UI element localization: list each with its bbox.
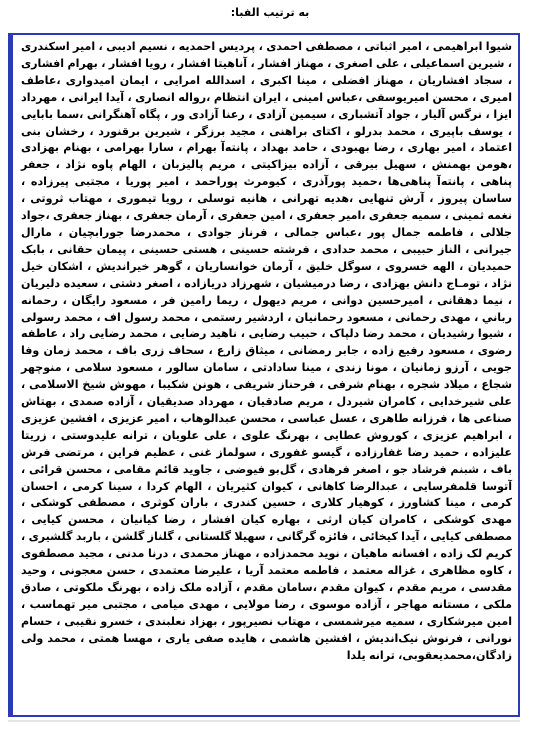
names-list-text: شیوا ابراهیمی ، امیر اثباتی ، مصطفی احمدی ، پردیس احمدیه ، نسیم ادیبی ، امیر اسکندری ، شیرین اسماعیلی ، علی اصغری ، مهناز افشار ، آناهیتا افشار ، رویا افشار ، بهرام افشاری ، سجاد افشاریان ، مهناز افضلی ، مینا اکبری ، اسدالله امرایی ، ایمان امیدواری ،عاطف امیری ، محسن امیریوسفی ،عباس امینی ، ایران انتظام ،رواله انصاری ، آیدا ایرانی ، مهرداد ایزا ، نرگس آلیار ، جواد آتشباری ، سیمین آزادی ، رعنا آزادی ور ، پگاه آهنگرانی ،سما بابایی ، یوسف باپیری ، محمد بدرلو ، اکتای براهنی ، مجید برزگر ، شیرین برقنورد ، رخشان بنی اعتماد ، امیر بهاری ، رضا بهبودی ، حامد بهداد ، پانته‌آ بهرام ، سارا بهرامی ، بهنام بهزادی ،هومن بهمنش ، سهیل بیرقی ، آزاده بیزاکیتی ، مریم پالیزبان ، الهام پاوه نژاد ، جعفر پناهی ، پانته‌آ پناهی‌ها ،حمید پورآذری ، کیومرث پوراحمد ، امیر پوریا ، مجتبی پیرزاده ، ساسان پیروز ، آرش تنهایی ،هدیه تهرانی ، هانیه توسلی ، رویا تیموری ، مهتاب ثروتی ، نغمه ثمینی ، سمیه جعفری ،امیر جعفری ، امین جعفری ، آرمان جعفری ، بهناز جعفری ،جواد جلالی ، فاطمه جمال پور ،عباس جمالی ، فرناز جوادی ، محمدرضا جورابچیان ، مارال جیرانی ، الناز حبیبی ، محمد حدادی ، فرشته حسینی ، هستی حسینی ، پیمان حقانی ، بابک حمیدیان ، الهه خسروی ، سوگل خلیق ، آرمان خوانساریان ، گوهر خیراندیش ، اشکان خیل نژاد ، تومـاج دانش بهزادی ، رضا درمیشیان ، شهرزاد دریازاده ، اصغر دشتی ، سعیده دلیریان ، نیما دهقانی ، امیرحسین دوانی ، مریم دیهول ، ریما رامین فر ، مسعود رایگان ، رحمانه رباني ، مهدی رحمانی ، مسعود رحمانیان ، اردشیر رستمی ، محمد رسول اف ، محمد رسولی ، شیوا رشیدیان ، محمد رضا دلپاک ، حبیب رضایی ، ناهید رضایی ، محمد رضایی راد ، عاطفه رضوی ، مسعود رفیع زاده ، جابر رمضانی ، میثاق زارع ، سحاف زری باف ، محمد زمان وفا جویی ، آرزو زمانیان ، مونا زندی ، مینا سادادتی ، سامان سالور ، مسعود سلامی ، منوچهر شجاع ، میلاد شجره ، بهنام شرفی ، فرحناز شریفی ، هونن شکیبا ، مهوش شیخ الاسلامی ، علی شیرخدایی ، کامران شیردل ، مریم صادقیان ، مهرداد صدیقیان ، آزاده صمدی ، بهتاش صناعی ها ، فرزانه طاهری ، عسل عباسی ، محسن عبدالوهاب ، امیر عزیزی ، افشین عزیزی ، ابراهیم عزیزی ، کوروش عطایی ، بهرنگ علوی ، علی علویان ، ترانه علیدوستی ، زریتا علیزاده ، حمید رضا غفارزاده ، گیسو غفوری ، سولماز غنی ، عظیم فراین ، مرتضی فرش باف ، شبنم فرشاد جو ، اصغر فرهادی ، گل‌بو فیوضی ، جاوید قائم مقامی ، محسن قرائی ، آتوسا قلمفرسایی ، عبدالرضا کاهانی ، کیوان کثیریان ، الهام کردا ، سینا کرمی ، احسان کرمی ، مینا کشاورز ، کوهیار کلاری ، حسین کندری ، باران کوثری ، مصطفی کوشکی ، مهدی کوشکی ، کامران کیان ارثی ، بهاره کیان افشار ، رضا کیانیان ، محسن کیایی ، مصطفی کیایی ، آیدا کیخائی ، فائزه گرگانی ، سهیلا گلستانی ، گلناز گلشن ، باربد گلشیری ، کریم لک زاده ، افسانه ماهیان ، نوید محمدزاده ، مهناز محمدی ، درنا مدنی ، مجید مصطفوی ، کاوه مظاهری ، غزاله معتمد ، فاطمه معتمد آریا ، علیرضا معتمدی ، حسن معجونی ، وحید مقدسی ، مریم مقدم ، کیوان مقدم ،سامان مقدم ، آزاده ملک زاده ، بهرنگ ملکوتی ، صادق ملکی ، مستانه مهاجر ، آزاده موسوی ، رضا مولایی ، مهدی میامی ، مجتبی میر تهماسب ، امین میرشکاری ، سمیه میرشمسی ، مهتاب نصیرپور ، بهزاد نعلبندی ، خسرو نقیبی ، حسام نورانی ، فرنوش نیک‌اندیش ، افشین هاشمی ، هایده صفی یاری ، مهسا همتی ، محمد ولی زادگان،محمدیعقوبی، ترانه یلدا bbox=[21, 40, 512, 662]
footer-strip bbox=[0, 720, 540, 737]
footer-divider bbox=[8, 720, 520, 722]
page-heading: به ترتیب الفبا: bbox=[230, 6, 310, 19]
names-box bbox=[8, 33, 520, 717]
